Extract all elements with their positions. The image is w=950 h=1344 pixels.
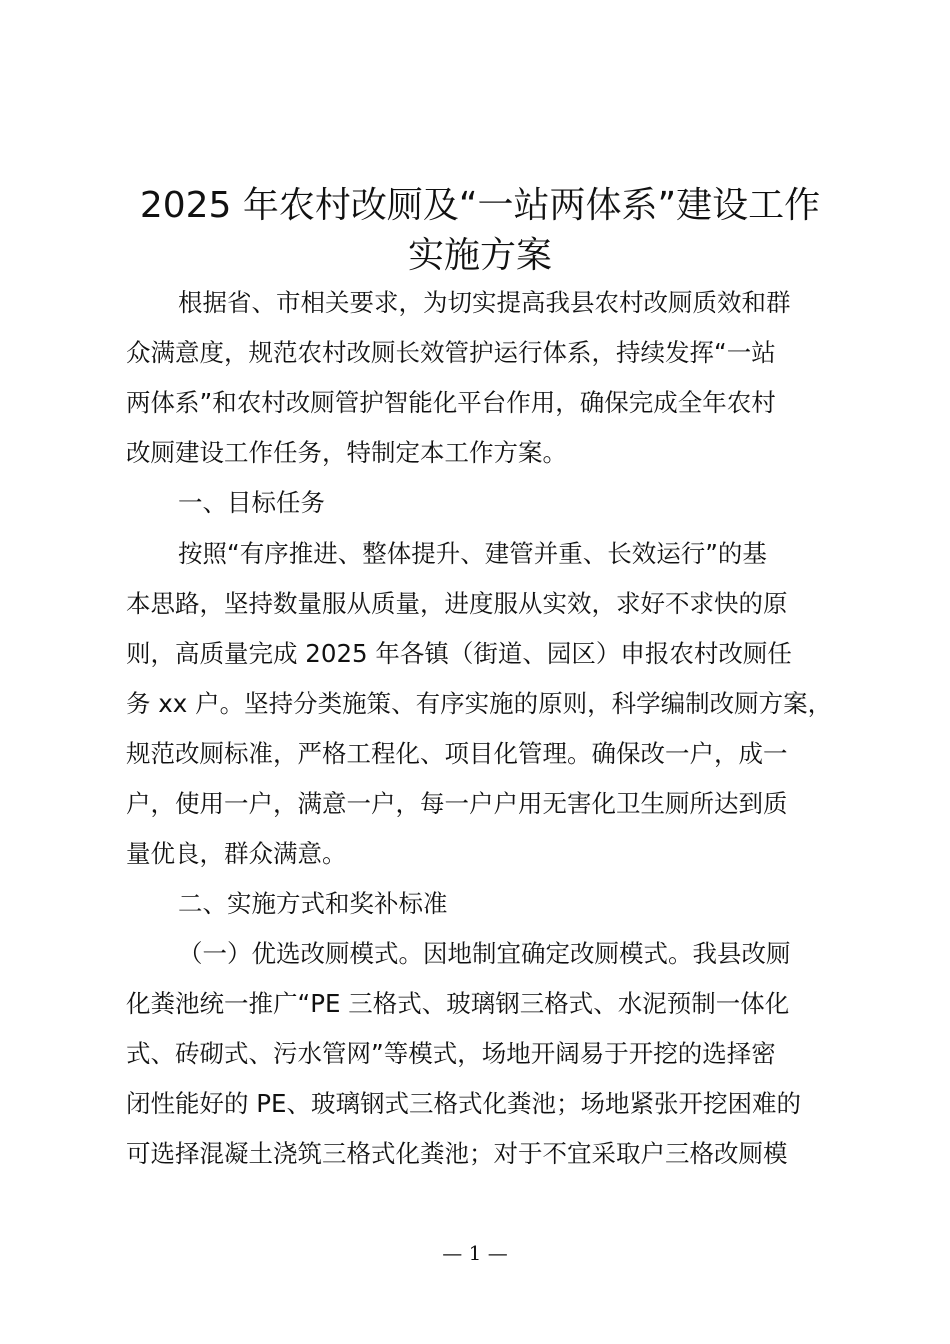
body-line: （一）优选改厕模式。因地制宜确定改厕模式。我县改厕 bbox=[178, 939, 791, 968]
body-line: 闭性能好的 PE、玻璃钢式三格式化粪池；场地紧张开挖困难的 bbox=[126, 1089, 802, 1118]
page-number: — 1 — bbox=[442, 1241, 508, 1265]
section-heading-methods: 二、实施方式和奖补标准 bbox=[178, 889, 448, 918]
body-line: 根据省、市相关要求，为切实提高我县农村改厕质效和群 bbox=[178, 288, 791, 317]
document-title-line-1: 2025 年农村改厕及“一站两体系”建设工作 bbox=[139, 185, 821, 226]
body-line: 户，使用一户，满意一户，每一户户用无害化卫生厕所达到质 bbox=[126, 789, 788, 818]
section-heading-objectives: 一、目标任务 bbox=[178, 488, 325, 517]
body-line: 按照“有序推进、整体提升、建管并重、长效运行”的基 bbox=[178, 539, 767, 568]
body-line: 则，高质量完成 2025 年各镇（街道、园区）申报农村改厕任 bbox=[126, 639, 792, 668]
document-title-line-2: 实施方案 bbox=[407, 235, 552, 276]
body-line: 规范改厕标准，严格工程化、项目化管理。确保改一户，成一 bbox=[126, 739, 788, 768]
body-line: 可选择混凝土浇筑三格式化粪池；对于不宜采取户三格改厕模 bbox=[126, 1139, 788, 1168]
body-line: 众满意度，规范农村改厕长效管护运行体系，持续发挥“一站 bbox=[126, 338, 776, 367]
body-line: 式、砖砌式、污水管网”等模式，场地开阔易于开挖的选择密 bbox=[126, 1039, 776, 1068]
body-line: 本思路，坚持数量服从质量，进度服从实效，求好不求快的原 bbox=[126, 589, 788, 618]
body-line: 改厕建设工作任务，特制定本工作方案。 bbox=[126, 438, 567, 467]
body-line: 务 xx 户。坚持分类施策、有序实施的原则，科学编制改厕方案， bbox=[126, 689, 833, 718]
body-line: 两体系”和农村改厕管护智能化平台作用，确保完成全年农村 bbox=[126, 388, 776, 417]
body-line: 化粪池统一推广“PE 三格式、玻璃钢三格式、水泥预制一体化 bbox=[126, 989, 790, 1018]
body-line: 量优良，群众满意。 bbox=[126, 839, 347, 868]
